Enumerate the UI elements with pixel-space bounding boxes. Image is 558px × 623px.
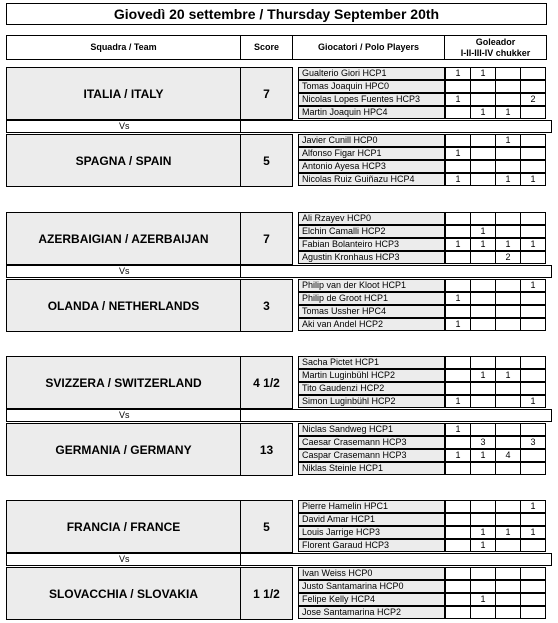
player-name: Martin Luginbühl HCP2: [298, 369, 445, 382]
goal-cell-chukker-4: 1: [520, 500, 546, 513]
goal-cell-chukker-1: 1: [445, 67, 471, 80]
goal-cell-chukker-3: [495, 356, 521, 369]
goal-cell-chukker-1: [445, 356, 471, 369]
goal-cell-chukker-4: [520, 423, 546, 436]
goal-cell-chukker-4: 1: [520, 238, 546, 251]
team-name: AZERBAIGIAN / AZERBAIJAN: [6, 212, 241, 265]
player-name: Elchin Camalli HCP2: [298, 225, 445, 238]
goal-cell-chukker-3: [495, 305, 521, 318]
goal-cell-chukker-1: [445, 580, 471, 593]
goal-cell-chukker-4: [520, 462, 546, 475]
goal-cell-chukker-4: 1: [520, 173, 546, 186]
goal-cell-chukker-3: [495, 279, 521, 292]
goal-cell-chukker-2: 1: [470, 539, 496, 552]
vs-label: Vs: [119, 410, 130, 420]
goal-cell-chukker-3: [495, 539, 521, 552]
goal-cell-chukker-2: [470, 80, 496, 93]
goal-cell-chukker-2: [470, 606, 496, 619]
goal-cell-chukker-1: [445, 160, 471, 173]
goal-cell-chukker-3: [495, 225, 521, 238]
player-row: [298, 382, 546, 395]
goal-cell-chukker-3: [495, 567, 521, 580]
vs-label: Vs: [119, 266, 130, 276]
player-row: [298, 80, 546, 93]
goal-cell-chukker-3: [495, 462, 521, 475]
player-row: [298, 356, 546, 369]
player-row: [298, 567, 546, 580]
goal-cell-chukker-3: [495, 436, 521, 449]
player-row: [298, 539, 546, 552]
goal-cell-chukker-3: 4: [495, 449, 521, 462]
header-score: Score: [240, 35, 293, 60]
vs-divider: [240, 265, 241, 278]
team-score: 13: [240, 423, 293, 476]
player-row: [298, 606, 546, 619]
player-name: Philip van der Kloot HCP1: [298, 279, 445, 292]
goal-cell-chukker-1: [445, 80, 471, 93]
goal-cell-chukker-3: [495, 580, 521, 593]
goal-cell-chukker-2: [470, 318, 496, 331]
goal-cell-chukker-2: 1: [470, 67, 496, 80]
goal-cell-chukker-2: [470, 305, 496, 318]
goal-cell-chukker-1: 1: [445, 238, 471, 251]
player-row: [298, 526, 546, 539]
vs-label: Vs: [119, 121, 130, 131]
goal-cell-chukker-1: [445, 225, 471, 238]
player-name: Felipe Kelly HCP4: [298, 593, 445, 606]
goal-cell-chukker-1: [445, 593, 471, 606]
vs-divider: [240, 120, 241, 133]
goal-cell-chukker-4: 2: [520, 93, 546, 106]
goal-cell-chukker-3: 1: [495, 106, 521, 119]
goal-cell-chukker-1: 1: [445, 423, 471, 436]
goal-cell-chukker-1: [445, 513, 471, 526]
vs-row: [6, 120, 552, 133]
goal-cell-chukker-4: [520, 449, 546, 462]
goal-cell-chukker-1: [445, 369, 471, 382]
goal-cell-chukker-1: [445, 305, 471, 318]
goal-cell-chukker-3: [495, 67, 521, 80]
player-name: Agustin Kronhaus HCP3: [298, 251, 445, 264]
goal-cell-chukker-2: 1: [470, 526, 496, 539]
player-row: [298, 106, 546, 119]
player-name: Fabian Bolanteiro HCP3: [298, 238, 445, 251]
goal-cell-chukker-3: 1: [495, 134, 521, 147]
goal-cell-chukker-4: 1: [520, 526, 546, 539]
team-score: 5: [240, 500, 293, 553]
goal-cell-chukker-1: [445, 436, 471, 449]
header-team: Squadra / Team: [6, 35, 241, 60]
goal-cell-chukker-2: [470, 173, 496, 186]
player-name: Aki van Andel HCP2: [298, 318, 445, 331]
player-name: Justo Santamarina HCP0: [298, 580, 445, 593]
goal-cell-chukker-2: 3: [470, 436, 496, 449]
goal-cell-chukker-4: [520, 382, 546, 395]
goal-cell-chukker-2: [470, 134, 496, 147]
goal-cell-chukker-3: [495, 606, 521, 619]
vs-row: [6, 553, 552, 566]
goal-cell-chukker-3: [495, 160, 521, 173]
team-name: GERMANIA / GERMANY: [6, 423, 241, 476]
goal-cell-chukker-2: [470, 147, 496, 160]
player-name: Caesar Crasemann HCP3: [298, 436, 445, 449]
player-name: Alfonso Figar HCP1: [298, 147, 445, 160]
goal-cell-chukker-4: [520, 356, 546, 369]
goal-cell-chukker-2: [470, 93, 496, 106]
team-name: FRANCIA / FRANCE: [6, 500, 241, 553]
goal-cell-chukker-1: [445, 106, 471, 119]
goal-cell-chukker-1: [445, 539, 471, 552]
goal-cell-chukker-2: 1: [470, 593, 496, 606]
goal-cell-chukker-1: 1: [445, 173, 471, 186]
goal-cell-chukker-4: [520, 225, 546, 238]
player-row: [298, 436, 546, 449]
player-row: [298, 449, 546, 462]
goal-cell-chukker-1: [445, 382, 471, 395]
goal-cell-chukker-3: [495, 80, 521, 93]
goal-cell-chukker-3: [495, 513, 521, 526]
goal-cell-chukker-4: [520, 212, 546, 225]
player-name: Gualterio Giori HCP1: [298, 67, 445, 80]
goal-cell-chukker-4: [520, 513, 546, 526]
goal-cell-chukker-3: 1: [495, 369, 521, 382]
player-row: [298, 251, 546, 264]
team-name: SVIZZERA / SWITZERLAND: [6, 356, 241, 409]
goal-cell-chukker-2: 1: [470, 369, 496, 382]
team-name: SPAGNA / SPAIN: [6, 134, 241, 187]
goal-cell-chukker-4: [520, 67, 546, 80]
goal-cell-chukker-4: [520, 369, 546, 382]
team-score: 7: [240, 212, 293, 265]
player-name: Tomas Joaquin HPC0: [298, 80, 445, 93]
player-name: Niclas Sandweg HCP1: [298, 423, 445, 436]
team-name: ITALIA / ITALY: [6, 67, 241, 120]
team-name: OLANDA / NETHERLANDS: [6, 279, 241, 332]
player-row: [298, 593, 546, 606]
vs-row: [6, 265, 552, 278]
goal-cell-chukker-4: [520, 80, 546, 93]
goal-cell-chukker-3: [495, 423, 521, 436]
goal-cell-chukker-2: [470, 356, 496, 369]
player-row: [298, 67, 546, 80]
goal-cell-chukker-4: [520, 251, 546, 264]
player-row: [298, 238, 546, 251]
goal-cell-chukker-3: [495, 318, 521, 331]
goal-cell-chukker-4: [520, 305, 546, 318]
goal-cell-chukker-1: 1: [445, 449, 471, 462]
goal-cell-chukker-3: [495, 395, 521, 408]
player-row: [298, 462, 546, 475]
goal-cell-chukker-4: [520, 160, 546, 173]
goal-cell-chukker-2: [470, 500, 496, 513]
player-name: Florent Garaud HCP3: [298, 539, 445, 552]
goal-cell-chukker-1: 1: [445, 93, 471, 106]
goal-cell-chukker-2: [470, 382, 496, 395]
player-row: [298, 423, 546, 436]
player-row: [298, 513, 546, 526]
player-name: Ivan Weiss HCP0: [298, 567, 445, 580]
goal-cell-chukker-4: [520, 593, 546, 606]
player-name: Nicolas Ruiz Guiñazu HCP4: [298, 173, 445, 186]
goal-cell-chukker-3: [495, 382, 521, 395]
goal-cell-chukker-2: 1: [470, 106, 496, 119]
goal-cell-chukker-4: [520, 147, 546, 160]
goal-cell-chukker-4: 3: [520, 436, 546, 449]
goal-cell-chukker-2: [470, 580, 496, 593]
goal-cell-chukker-4: [520, 580, 546, 593]
player-name: Pierre Hamelin HPC1: [298, 500, 445, 513]
goal-cell-chukker-2: [470, 292, 496, 305]
page-title: Giovedì 20 settembre / Thursday September 20th: [6, 3, 547, 25]
team-score: 3: [240, 279, 293, 332]
player-row: [298, 173, 546, 186]
player-row: [298, 212, 546, 225]
player-row: [298, 134, 546, 147]
player-name: Ali Rzayev HCP0: [298, 212, 445, 225]
player-name: Tomas Ussher HPC4: [298, 305, 445, 318]
player-row: [298, 160, 546, 173]
goal-cell-chukker-2: [470, 462, 496, 475]
goal-cell-chukker-1: [445, 251, 471, 264]
vs-label: Vs: [119, 554, 130, 564]
goal-cell-chukker-2: [470, 423, 496, 436]
player-name: Louis Jarrige HCP3: [298, 526, 445, 539]
goal-cell-chukker-2: [470, 395, 496, 408]
goal-cell-chukker-1: 1: [445, 147, 471, 160]
player-row: [298, 225, 546, 238]
header-goals-title: Goleador: [475, 36, 516, 47]
goal-cell-chukker-2: 1: [470, 238, 496, 251]
player-row: [298, 147, 546, 160]
header-players: Giocatori / Polo Players: [292, 35, 445, 60]
goal-cell-chukker-4: 1: [520, 395, 546, 408]
goal-cell-chukker-4: [520, 606, 546, 619]
goal-cell-chukker-3: 1: [495, 526, 521, 539]
goal-cell-chukker-1: [445, 500, 471, 513]
goal-cell-chukker-2: [470, 251, 496, 264]
header-goals-chukkers: I-II-III-IV chukker: [460, 47, 531, 58]
player-name: Caspar Crasemann HCP3: [298, 449, 445, 462]
goal-cell-chukker-3: [495, 147, 521, 160]
goal-cell-chukker-2: [470, 567, 496, 580]
goal-cell-chukker-3: 2: [495, 251, 521, 264]
vs-row: [6, 409, 552, 422]
team-score: 5: [240, 134, 293, 187]
goal-cell-chukker-1: [445, 567, 471, 580]
goal-cell-chukker-2: [470, 279, 496, 292]
player-name: Javier Cunill HCP0: [298, 134, 445, 147]
player-name: Jose Santamarina HCP2: [298, 606, 445, 619]
player-name: David Amar HCP1: [298, 513, 445, 526]
goal-cell-chukker-1: [445, 212, 471, 225]
player-row: [298, 395, 546, 408]
goal-cell-chukker-1: [445, 526, 471, 539]
goal-cell-chukker-2: 1: [470, 225, 496, 238]
team-score: 7: [240, 67, 293, 120]
player-row: [298, 305, 546, 318]
goal-cell-chukker-4: 1: [520, 279, 546, 292]
goal-cell-chukker-2: [470, 212, 496, 225]
goal-cell-chukker-3: 1: [495, 173, 521, 186]
header-goals: [444, 35, 547, 60]
goal-cell-chukker-4: [520, 567, 546, 580]
goal-cell-chukker-1: 1: [445, 395, 471, 408]
vs-divider: [240, 409, 241, 422]
player-row: [298, 369, 546, 382]
goal-cell-chukker-1: 1: [445, 318, 471, 331]
goal-cell-chukker-4: [520, 292, 546, 305]
goal-cell-chukker-1: 1: [445, 292, 471, 305]
goal-cell-chukker-4: [520, 318, 546, 331]
goal-cell-chukker-1: [445, 279, 471, 292]
team-score: 4 1/2: [240, 356, 293, 409]
player-row: [298, 279, 546, 292]
player-name: Philip de Groot HCP1: [298, 292, 445, 305]
player-name: Simon Luginbühl HCP2: [298, 395, 445, 408]
player-row: [298, 93, 546, 106]
player-name: Niklas Steinle HCP1: [298, 462, 445, 475]
goal-cell-chukker-4: [520, 106, 546, 119]
player-row: [298, 292, 546, 305]
goal-cell-chukker-4: [520, 539, 546, 552]
player-name: Nicolas Lopes Fuentes HCP3: [298, 93, 445, 106]
goal-cell-chukker-2: [470, 513, 496, 526]
goal-cell-chukker-3: 1: [495, 238, 521, 251]
player-name: Antonio Ayesa HCP3: [298, 160, 445, 173]
goal-cell-chukker-1: [445, 606, 471, 619]
goal-cell-chukker-2: 1: [470, 449, 496, 462]
goal-cell-chukker-2: [470, 160, 496, 173]
player-row: [298, 500, 546, 513]
player-name: Sacha Pictet HCP1: [298, 356, 445, 369]
goal-cell-chukker-4: [520, 134, 546, 147]
goal-cell-chukker-3: [495, 292, 521, 305]
goal-cell-chukker-3: [495, 500, 521, 513]
player-row: [298, 318, 546, 331]
goal-cell-chukker-1: [445, 134, 471, 147]
player-row: [298, 580, 546, 593]
player-name: Tito Gaudenzi HCP2: [298, 382, 445, 395]
goal-cell-chukker-1: [445, 462, 471, 475]
goal-cell-chukker-3: [495, 212, 521, 225]
team-score: 1 1/2: [240, 567, 293, 620]
vs-divider: [240, 553, 241, 566]
team-name: SLOVACCHIA / SLOVAKIA: [6, 567, 241, 620]
player-name: Martin Joaquin HPC4: [298, 106, 445, 119]
goal-cell-chukker-3: [495, 93, 521, 106]
goal-cell-chukker-3: [495, 593, 521, 606]
